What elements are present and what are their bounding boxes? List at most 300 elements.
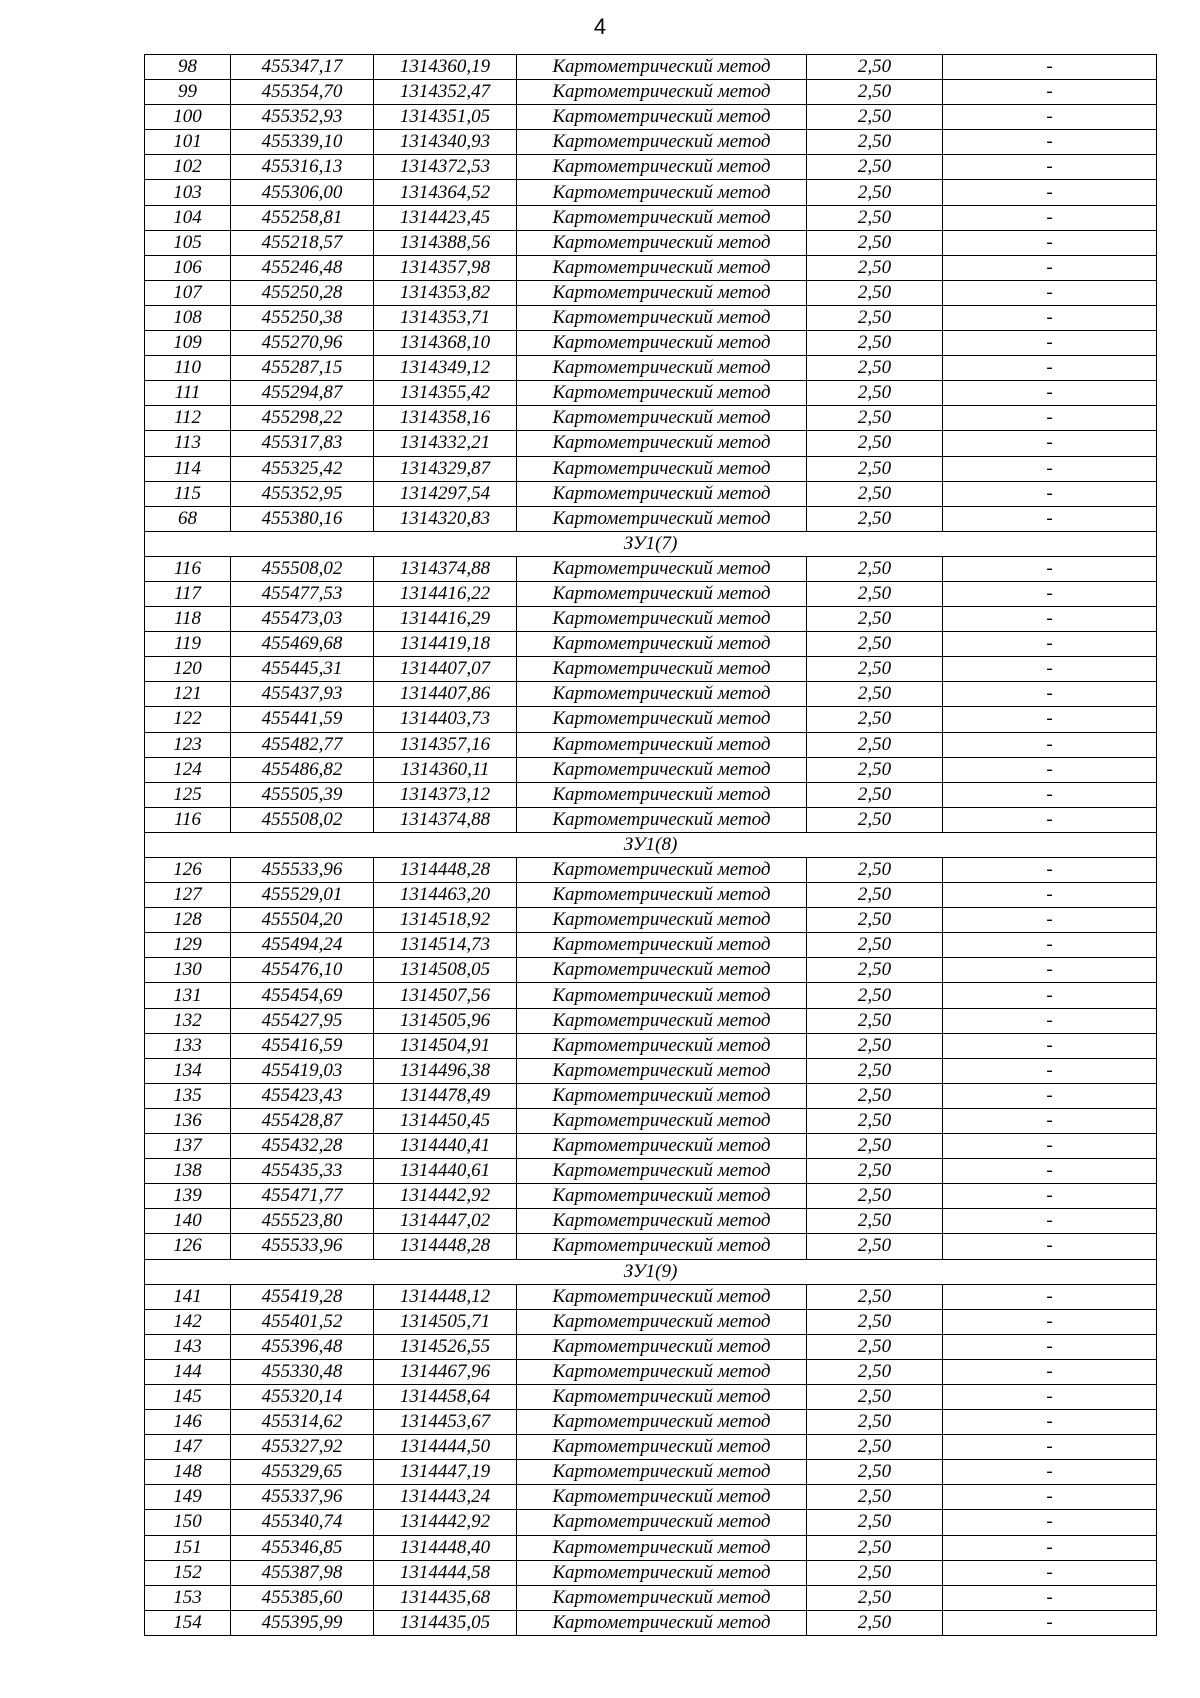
point-number-cell: 130 [145,958,231,983]
table-row [145,1610,1157,1635]
table-row [145,1008,1157,1033]
accuracy-cell: 2,50 [807,657,943,682]
table-row [145,1485,1157,1510]
coordinate-x-cell: 455471,77 [231,1184,374,1209]
table-row [145,1435,1157,1460]
coordinate-x-cell: 455419,28 [231,1284,374,1309]
method-cell: Картометрический метод [517,1083,807,1108]
accuracy-cell: 2,50 [807,481,943,506]
table-row [145,406,1157,431]
point-number-cell: 135 [145,1083,231,1108]
accuracy-cell: 2,50 [807,1159,943,1184]
note-cell: - [943,1108,1157,1133]
coordinate-y-cell: 1314467,96 [374,1359,517,1384]
note-cell: - [943,1610,1157,1635]
method-cell: Картометрический метод [517,657,807,682]
coordinate-x-cell: 455250,28 [231,280,374,305]
coordinate-y-cell: 1314507,56 [374,983,517,1008]
table-row [145,280,1157,305]
accuracy-cell: 2,50 [807,406,943,431]
table-row [145,933,1157,958]
coordinate-y-cell: 1314450,45 [374,1108,517,1133]
point-number-cell: 112 [145,406,231,431]
table-row [145,1234,1157,1259]
accuracy-cell: 2,50 [807,958,943,983]
coordinate-x-cell: 455317,83 [231,431,374,456]
coordinate-y-cell: 1314374,88 [374,556,517,581]
coordinate-y-cell: 1314526,55 [374,1334,517,1359]
coordinate-x-cell: 455325,42 [231,456,374,481]
coordinate-y-cell: 1314419,18 [374,632,517,657]
table-row [145,1058,1157,1083]
table-row [145,356,1157,381]
point-number-cell: 150 [145,1510,231,1535]
accuracy-cell: 2,50 [807,1284,943,1309]
coordinate-x-cell: 455482,77 [231,732,374,757]
accuracy-cell: 2,50 [807,1058,943,1083]
point-number-cell: 108 [145,305,231,330]
page-number: 4 [593,14,607,39]
section-row [145,531,1157,556]
accuracy-cell: 2,50 [807,1610,943,1635]
table-row [145,80,1157,105]
method-cell: Картометрический метод [517,682,807,707]
point-number-cell: 152 [145,1560,231,1585]
coordinate-y-cell: 1314416,29 [374,607,517,632]
note-cell: - [943,356,1157,381]
coordinate-x-cell: 455416,59 [231,1033,374,1058]
point-number-cell: 103 [145,180,231,205]
point-number-cell: 114 [145,456,231,481]
coordinate-x-cell: 455287,15 [231,356,374,381]
point-number-cell: 100 [145,105,231,130]
coordinate-x-cell: 455387,98 [231,1560,374,1585]
table-row [145,431,1157,456]
coordinate-y-cell: 1314332,21 [374,431,517,456]
method-cell: Картометрический метод [517,883,807,908]
coordinate-x-cell: 455385,60 [231,1585,374,1610]
note-cell: - [943,782,1157,807]
accuracy-cell: 2,50 [807,1334,943,1359]
point-number-cell: 149 [145,1485,231,1510]
point-number-cell: 128 [145,908,231,933]
note-cell: - [943,1159,1157,1184]
coordinate-y-cell: 1314496,38 [374,1058,517,1083]
table-row [145,707,1157,732]
table-row [145,1033,1157,1058]
accuracy-cell: 2,50 [807,807,943,832]
note-cell: - [943,1184,1157,1209]
coordinate-x-cell: 455445,31 [231,657,374,682]
coordinate-x-cell: 455298,22 [231,406,374,431]
coordinate-y-cell: 1314372,53 [374,155,517,180]
point-number-cell: 136 [145,1108,231,1133]
coordinate-y-cell: 1314440,61 [374,1159,517,1184]
accuracy-cell: 2,50 [807,1234,943,1259]
coordinate-y-cell: 1314447,19 [374,1460,517,1485]
note-cell: - [943,1485,1157,1510]
accuracy-cell: 2,50 [807,456,943,481]
note-cell: - [943,105,1157,130]
note-cell: - [943,908,1157,933]
table-row [145,255,1157,280]
accuracy-cell: 2,50 [807,732,943,757]
coordinate-y-cell: 1314448,28 [374,1234,517,1259]
accuracy-cell: 2,50 [807,1309,943,1334]
coordinate-x-cell: 455352,93 [231,105,374,130]
accuracy-cell: 2,50 [807,1585,943,1610]
table-row [145,305,1157,330]
coordinate-x-cell: 455477,53 [231,581,374,606]
accuracy-cell: 2,50 [807,381,943,406]
point-number-cell: 106 [145,255,231,280]
note-cell: - [943,305,1157,330]
coordinates-table-body [145,55,1157,1636]
coordinate-y-cell: 1314448,12 [374,1284,517,1309]
point-number-cell: 137 [145,1134,231,1159]
table-row [145,506,1157,531]
note-cell: - [943,406,1157,431]
note-cell: - [943,607,1157,632]
point-number-cell: 98 [145,55,231,80]
point-number-cell: 121 [145,682,231,707]
coordinate-x-cell: 455476,10 [231,958,374,983]
coordinate-x-cell: 455330,48 [231,1359,374,1384]
coordinate-y-cell: 1314352,47 [374,80,517,105]
coordinate-x-cell: 455246,48 [231,255,374,280]
coordinate-y-cell: 1314329,87 [374,456,517,481]
coordinate-y-cell: 1314360,19 [374,55,517,80]
method-cell: Картометрический метод [517,581,807,606]
accuracy-cell: 2,50 [807,1460,943,1485]
table-row [145,958,1157,983]
coordinate-x-cell: 455395,99 [231,1610,374,1635]
note-cell: - [943,807,1157,832]
note-cell: - [943,1134,1157,1159]
coordinate-x-cell: 455339,10 [231,130,374,155]
accuracy-cell: 2,50 [807,431,943,456]
method-cell: Картометрический метод [517,1359,807,1384]
table-row [145,1083,1157,1108]
point-number-cell: 132 [145,1008,231,1033]
point-number-cell: 116 [145,556,231,581]
table-row [145,105,1157,130]
coordinate-y-cell: 1314463,20 [374,883,517,908]
accuracy-cell: 2,50 [807,1184,943,1209]
coordinate-x-cell: 455337,96 [231,1485,374,1510]
note-cell: - [943,883,1157,908]
coordinate-y-cell: 1314358,16 [374,406,517,431]
accuracy-cell: 2,50 [807,883,943,908]
method-cell: Картометрический метод [517,1334,807,1359]
point-number-cell: 104 [145,205,231,230]
coordinate-x-cell: 455347,17 [231,55,374,80]
point-number-cell: 142 [145,1309,231,1334]
method-cell: Картометрический метод [517,456,807,481]
accuracy-cell: 2,50 [807,1083,943,1108]
table-row [145,883,1157,908]
note-cell: - [943,657,1157,682]
note-cell: - [943,983,1157,1008]
coordinate-x-cell: 455533,96 [231,1234,374,1259]
coordinate-y-cell: 1314374,88 [374,807,517,832]
method-cell: Картометрический метод [517,1234,807,1259]
accuracy-cell: 2,50 [807,632,943,657]
note-cell: - [943,933,1157,958]
table-row [145,1359,1157,1384]
table-row [145,1108,1157,1133]
coordinate-x-cell: 455533,96 [231,858,374,883]
table-row [145,1460,1157,1485]
coordinate-x-cell: 455401,52 [231,1309,374,1334]
coordinate-x-cell: 455327,92 [231,1435,374,1460]
note-cell: - [943,431,1157,456]
coordinate-x-cell: 455529,01 [231,883,374,908]
note-cell: - [943,707,1157,732]
table-row [145,55,1157,80]
table-row [145,456,1157,481]
point-number-cell: 109 [145,331,231,356]
table-row [145,807,1157,832]
section-title: ЗУ1(7) [145,531,1157,556]
table-row [145,757,1157,782]
method-cell: Картометрический метод [517,180,807,205]
method-cell: Картометрический метод [517,1384,807,1409]
coordinate-y-cell: 1314357,98 [374,255,517,280]
method-cell: Картометрический метод [517,406,807,431]
table-row [145,1134,1157,1159]
point-number-cell: 68 [145,506,231,531]
note-cell: - [943,1460,1157,1485]
table-row [145,1309,1157,1334]
method-cell: Картометрический метод [517,305,807,330]
point-number-cell: 123 [145,732,231,757]
accuracy-cell: 2,50 [807,607,943,632]
point-number-cell: 144 [145,1359,231,1384]
coordinate-y-cell: 1314357,16 [374,732,517,757]
note-cell: - [943,381,1157,406]
method-cell: Картометрический метод [517,105,807,130]
method-cell: Картометрический метод [517,1033,807,1058]
accuracy-cell: 2,50 [807,782,943,807]
method-cell: Картометрический метод [517,858,807,883]
method-cell: Картометрический метод [517,1585,807,1610]
coordinate-x-cell: 455427,95 [231,1008,374,1033]
table-row [145,1209,1157,1234]
note-cell: - [943,682,1157,707]
table-row [145,607,1157,632]
coordinate-x-cell: 455437,93 [231,682,374,707]
point-number-cell: 146 [145,1410,231,1435]
coordinate-y-cell: 1314505,96 [374,1008,517,1033]
note-cell: - [943,331,1157,356]
method-cell: Картометрический метод [517,1159,807,1184]
method-cell: Картометрический метод [517,1209,807,1234]
coordinate-y-cell: 1314388,56 [374,230,517,255]
accuracy-cell: 2,50 [807,983,943,1008]
point-number-cell: 119 [145,632,231,657]
point-number-cell: 140 [145,1209,231,1234]
accuracy-cell: 2,50 [807,1510,943,1535]
table-row [145,180,1157,205]
coordinate-x-cell: 455419,03 [231,1058,374,1083]
note-cell: - [943,1234,1157,1259]
note-cell: - [943,1033,1157,1058]
table-row [145,581,1157,606]
point-number-cell: 133 [145,1033,231,1058]
point-number-cell: 154 [145,1610,231,1635]
note-cell: - [943,456,1157,481]
coordinate-y-cell: 1314435,05 [374,1610,517,1635]
coordinate-y-cell: 1314368,10 [374,331,517,356]
coordinate-y-cell: 1314448,40 [374,1535,517,1560]
coordinate-y-cell: 1314504,91 [374,1033,517,1058]
method-cell: Картометрический метод [517,1410,807,1435]
accuracy-cell: 2,50 [807,255,943,280]
coordinate-x-cell: 455441,59 [231,707,374,732]
point-number-cell: 127 [145,883,231,908]
point-number-cell: 141 [145,1284,231,1309]
method-cell: Картометрический метод [517,757,807,782]
accuracy-cell: 2,50 [807,130,943,155]
coordinate-x-cell: 455523,80 [231,1209,374,1234]
accuracy-cell: 2,50 [807,155,943,180]
coordinate-x-cell: 455454,69 [231,983,374,1008]
method-cell: Картометрический метод [517,356,807,381]
point-number-cell: 125 [145,782,231,807]
accuracy-cell: 2,50 [807,55,943,80]
method-cell: Картометрический метод [517,1460,807,1485]
table-row [145,1510,1157,1535]
coordinate-y-cell: 1314444,50 [374,1435,517,1460]
accuracy-cell: 2,50 [807,1410,943,1435]
coordinate-y-cell: 1314355,42 [374,381,517,406]
accuracy-cell: 2,50 [807,105,943,130]
accuracy-cell: 2,50 [807,1359,943,1384]
note-cell: - [943,1359,1157,1384]
coordinate-x-cell: 455218,57 [231,230,374,255]
coordinate-x-cell: 455340,74 [231,1510,374,1535]
point-number-cell: 110 [145,356,231,381]
table-row [145,858,1157,883]
coordinate-y-cell: 1314416,22 [374,581,517,606]
accuracy-cell: 2,50 [807,581,943,606]
accuracy-cell: 2,50 [807,1535,943,1560]
note-cell: - [943,556,1157,581]
section-row [145,832,1157,857]
note-cell: - [943,1560,1157,1585]
note-cell: - [943,280,1157,305]
table-row [145,381,1157,406]
accuracy-cell: 2,50 [807,356,943,381]
point-number-cell: 148 [145,1460,231,1485]
accuracy-cell: 2,50 [807,1108,943,1133]
method-cell: Картометрический метод [517,1108,807,1133]
method-cell: Картометрический метод [517,1134,807,1159]
coordinate-x-cell: 455508,02 [231,807,374,832]
method-cell: Картометрический метод [517,607,807,632]
coordinate-x-cell: 455428,87 [231,1108,374,1133]
accuracy-cell: 2,50 [807,506,943,531]
note-cell: - [943,1585,1157,1610]
coordinate-y-cell: 1314518,92 [374,908,517,933]
accuracy-cell: 2,50 [807,1209,943,1234]
table-row [145,632,1157,657]
accuracy-cell: 2,50 [807,1033,943,1058]
coordinate-y-cell: 1314447,02 [374,1209,517,1234]
point-number-cell: 116 [145,807,231,832]
method-cell: Картометрический метод [517,331,807,356]
coordinate-x-cell: 455314,62 [231,1410,374,1435]
point-number-cell: 124 [145,757,231,782]
table-row [145,657,1157,682]
accuracy-cell: 2,50 [807,707,943,732]
coordinate-y-cell: 1314442,92 [374,1184,517,1209]
note-cell: - [943,1384,1157,1409]
method-cell: Картометрический метод [517,1309,807,1334]
accuracy-cell: 2,50 [807,205,943,230]
method-cell: Картометрический метод [517,933,807,958]
point-number-cell: 113 [145,431,231,456]
note-cell: - [943,958,1157,983]
note-cell: - [943,80,1157,105]
coordinate-y-cell: 1314364,52 [374,180,517,205]
table-row [145,205,1157,230]
method-cell: Картометрический метод [517,958,807,983]
point-number-cell: 129 [145,933,231,958]
note-cell: - [943,1083,1157,1108]
accuracy-cell: 2,50 [807,757,943,782]
method-cell: Картометрический метод [517,732,807,757]
note-cell: - [943,1535,1157,1560]
coordinate-y-cell: 1314423,45 [374,205,517,230]
coordinate-x-cell: 455494,24 [231,933,374,958]
coordinate-y-cell: 1314448,28 [374,858,517,883]
accuracy-cell: 2,50 [807,1008,943,1033]
method-cell: Картометрический метод [517,1284,807,1309]
method-cell: Картометрический метод [517,506,807,531]
table-row [145,782,1157,807]
accuracy-cell: 2,50 [807,933,943,958]
method-cell: Картометрический метод [517,707,807,732]
section-title: ЗУ1(8) [145,832,1157,857]
coordinate-x-cell: 455508,02 [231,556,374,581]
table-row [145,331,1157,356]
point-number-cell: 134 [145,1058,231,1083]
coordinate-y-cell: 1314458,64 [374,1384,517,1409]
table-row [145,1410,1157,1435]
coordinate-y-cell: 1314444,58 [374,1560,517,1585]
point-number-cell: 111 [145,381,231,406]
table-row [145,1585,1157,1610]
method-cell: Картометрический метод [517,1058,807,1083]
coordinate-y-cell: 1314508,05 [374,958,517,983]
method-cell: Картометрический метод [517,230,807,255]
coordinate-x-cell: 455380,16 [231,506,374,531]
coordinate-x-cell: 455432,28 [231,1134,374,1159]
accuracy-cell: 2,50 [807,1435,943,1460]
note-cell: - [943,55,1157,80]
coordinate-y-cell: 1314514,73 [374,933,517,958]
coordinate-y-cell: 1314403,73 [374,707,517,732]
coordinate-x-cell: 455346,85 [231,1535,374,1560]
coordinate-x-cell: 455396,48 [231,1334,374,1359]
point-number-cell: 131 [145,983,231,1008]
coordinate-x-cell: 455469,68 [231,632,374,657]
coordinate-y-cell: 1314353,71 [374,305,517,330]
coordinate-y-cell: 1314407,07 [374,657,517,682]
coordinate-y-cell: 1314351,05 [374,105,517,130]
